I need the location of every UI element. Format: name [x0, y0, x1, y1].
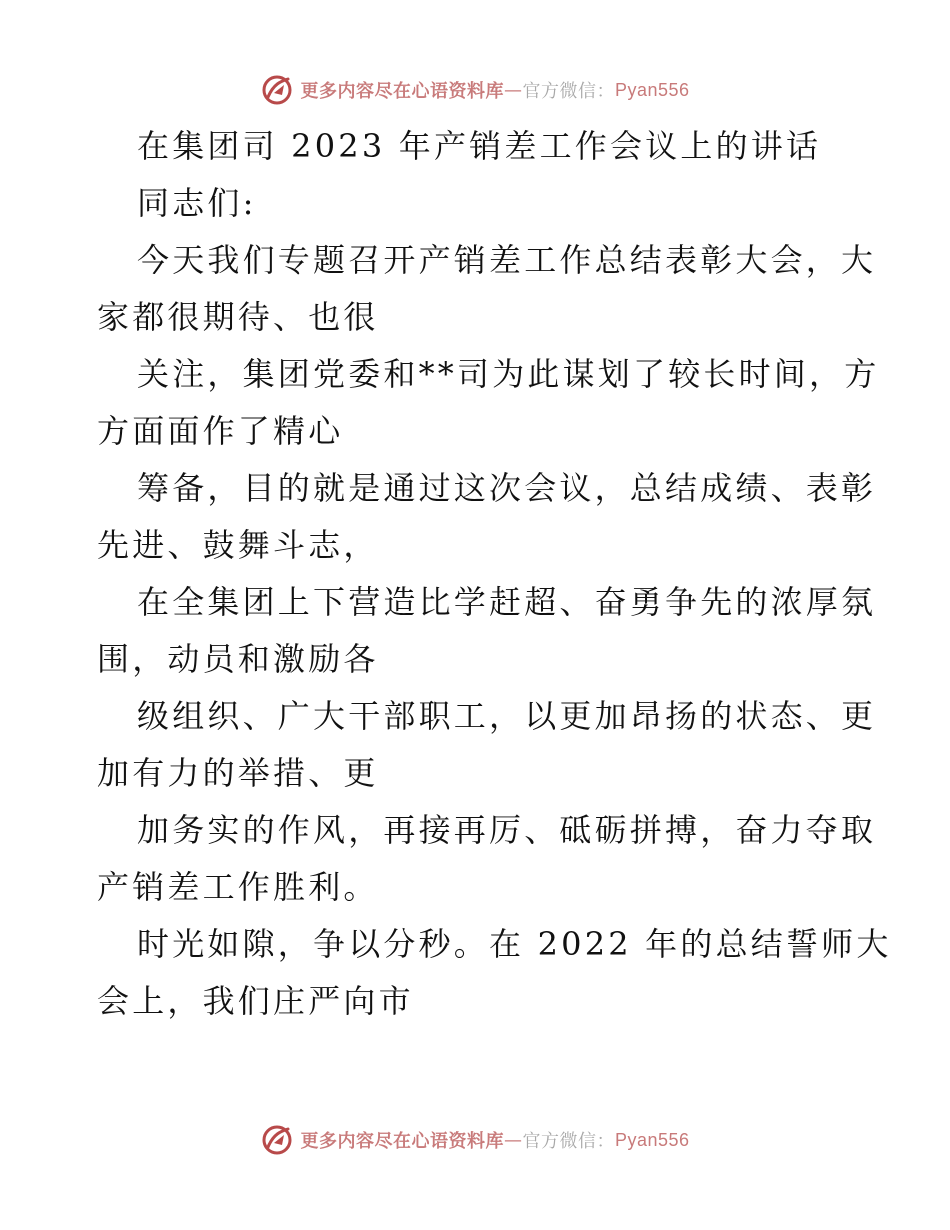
- paragraph-line: 先进、鼓舞斗志，: [97, 526, 379, 564]
- watermark-main-text: 更多内容尽在心语资料库: [300, 81, 504, 102]
- paragraph-line: 会上，我们庄严向市: [97, 982, 414, 1020]
- paragraph-line: 今天我们专题召开产销差工作总结表彰大会，大: [137, 241, 877, 279]
- watermark-wechat-label: 官方微信：: [522, 81, 615, 102]
- paragraph-line: 方面面作了精心: [97, 412, 344, 450]
- watermark-separator: —: [503, 1129, 523, 1151]
- paragraph-line: 筹备，目的就是通过这次会议，总结成绩、表彰: [137, 469, 877, 507]
- paragraph-line: 产销差工作胜利。: [97, 868, 379, 906]
- document-body: [97, 118, 892, 1030]
- paragraph-line: 级组织、广大干部职工，以更加昂扬的状态、更: [137, 697, 877, 735]
- paragraph-line: 加有力的举措、更: [97, 754, 379, 792]
- paragraph-line: 时光如隙，争以分秒。在 2022 年的总结誓师大: [137, 925, 892, 963]
- paragraph-line: 家都很期待、也很: [97, 298, 379, 336]
- paragraph-line: 在全集团上下营造比学赶超、奋勇争先的浓厚氛: [137, 583, 877, 621]
- watermark-wechat-id: Pyan556: [614, 1129, 690, 1150]
- watermark-wechat-id: Pyan556: [614, 79, 690, 100]
- paragraph-line: 关注，集团党委和**司为此谋划了较长时间，方: [137, 355, 880, 393]
- header-watermark: [0, 70, 950, 110]
- salutation: 同志们:: [137, 184, 257, 222]
- watermark-main-text: 更多内容尽在心语资料库: [300, 1131, 504, 1152]
- pen-swirl-logo-icon: [260, 73, 294, 107]
- watermark-wechat-label: 官方微信：: [522, 1131, 615, 1152]
- paragraph-line: 围，动员和激励各: [97, 640, 379, 678]
- document-title: 在集团司 2023 年产销差工作会议上的讲话: [137, 127, 822, 165]
- watermark-separator: —: [503, 79, 523, 101]
- footer-watermark: [0, 1120, 950, 1160]
- paragraph-line: 加务实的作风，再接再厉、砥砺拼搏，奋力夺取: [137, 811, 877, 849]
- pen-swirl-logo-icon: [260, 1123, 294, 1157]
